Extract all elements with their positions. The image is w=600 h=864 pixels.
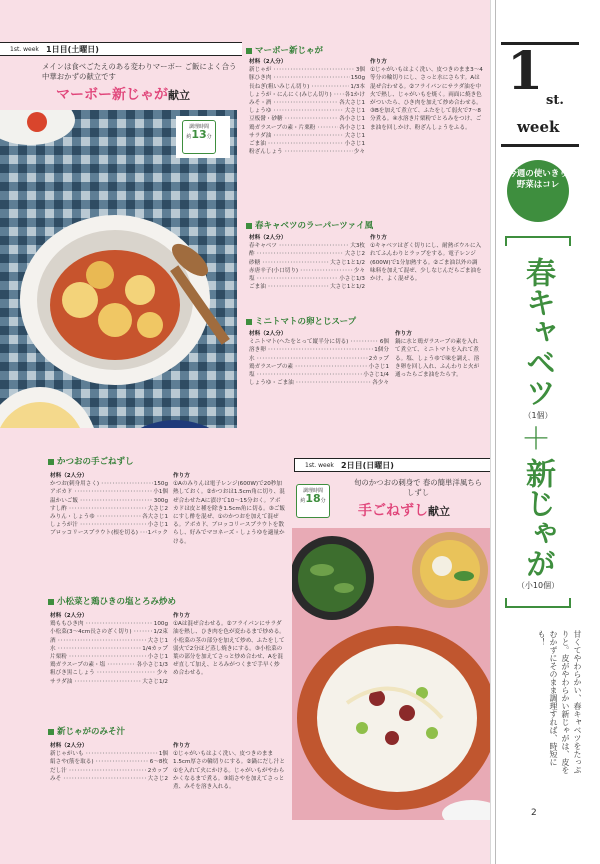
ingredient-name: 春キャベツ ･･････････････････････････････････････････････････ (249, 242, 349, 250)
ingredient-qty: 少々 (353, 149, 365, 156)
ingredient-qty: 各大さじ1 (339, 100, 365, 107)
day2-menu-title (358, 500, 450, 520)
ingredient-row (249, 132, 365, 140)
procedure-text: ①Aは混ぜ合わせる。②フライパンにサラダ油を熱し、ひき肉を色が変わるまで炒める。小松菜の茎の部分を加えて炒め、ふたをして弱火で2分ほど蒸し焼きにする。③小松菜の葉の部分を加えてさっと炒め合わせ、Aを混ぜ直して加え、とろみがつくまで手早く炒め合わせる。 (173, 621, 285, 677)
ingredient-row (50, 775, 168, 783)
procedure-header: 作り方 (173, 613, 190, 619)
day-label: 2日目(日曜日) (341, 461, 394, 470)
ingredient-qty: 2カップ (368, 355, 389, 362)
ingredient-row (249, 66, 365, 74)
ingredient-qty: 大さじ2 (344, 251, 365, 258)
ingredient-name: ブロッコリースプラウト(根を切る) ･･････････････････････････････････････････････････ (50, 529, 147, 537)
menu-suffix: 献立 (168, 89, 190, 102)
ingredient-qty: 少々 (353, 267, 365, 274)
ingredient-row (249, 275, 365, 283)
ingredient-row (249, 355, 389, 363)
procedure-katsuo (173, 472, 285, 546)
ingredient-qty: 大さじ2 (147, 775, 168, 782)
week-label: 1st. week (305, 462, 334, 469)
procedure-header: 作り方 (173, 473, 190, 479)
procedure-text: ①Aのみりんは電子レンジ(600W)で20秒加熱しておく。②かつおは1.5cm角に切り、混ぜ合わせたAに漬けて10〜15分おく。アボカドは皮と種を除き1.5cm角に切る。③ご飯にすし酢を混ぜ、①のかつおを加えて混ぜる。アボカド、ブロッコリースプラウトを散らし、好みでマヨネーズ・しょうゆを適量かける。 (173, 481, 285, 545)
ingredient-qty: 大3枚 (350, 243, 365, 250)
plus-sign: ＋ (521, 422, 551, 457)
procedure-text: ①じゃがいもはよく洗い、皮つきのまま3〜4等分の輪切りにし、さっと水にさらす。Aは混ぜ合わせる。②フライパンにサラダ油を中火で熱し、じゃがいもを焼く。両面に焼き色がついたら、ひき肉を加えて炒め合わせる。③Bを加えて煮立て、ふたをして弱火で7〜8分煮る。④水溶き片栗粉でとろみをつけ、ごま油を回しかけ、粉ざんしょうをふる。 (370, 67, 483, 131)
ingredient-name: しょうゆ・ごま油 ･･････････････････････････････････････････････････ (249, 379, 371, 387)
week-label: 1st. week (10, 46, 39, 53)
ingredient-name: しょうが・にんにく(みじん切り) ･･････････････････････････････････････････････････ (249, 91, 344, 99)
badge-label: 調理時間 (302, 488, 323, 494)
ingredient-row (249, 283, 365, 291)
ingredient-row (249, 346, 389, 354)
ingredients-soup (249, 330, 389, 387)
ingredient-row (50, 505, 168, 513)
ingredient-qty: 小さじ1/4 (363, 372, 389, 379)
bracket-bottom (505, 598, 571, 608)
ingredient-row (249, 363, 389, 371)
ingredient-name: 鶏ガラスープの素・塩 ･･････････････････････････････････････････････････ (50, 661, 136, 669)
ingredient-name: 新じゃがいも ･･････････････････････････････････････････････････ (50, 750, 158, 758)
ingredient-qty: 1パック (147, 530, 168, 537)
ingredient-row (50, 661, 168, 669)
ingredient-qty: 1個分 (374, 347, 389, 354)
ingredient-row (50, 669, 168, 677)
ingredient-row (50, 653, 168, 661)
ingredient-qty: 大さじ2 (147, 505, 168, 512)
ingredients-katsuo (50, 472, 168, 538)
badge-time: 18 (305, 492, 321, 505)
ingredient-row (249, 115, 365, 123)
recipe-title-komatsuna: 小松菜と鶏ひきの塩とろみ炒め (48, 595, 176, 607)
badge-unit: 分 (320, 498, 326, 504)
badge-prefix: 約 (300, 498, 306, 504)
ingredient-row (249, 379, 389, 387)
ingredient-name: かつお(刺身用さく) ･･････････････････････････････････････････････････ (50, 480, 153, 488)
ingredient-qty: 各少々 (372, 380, 389, 387)
ingredient-row (50, 678, 168, 686)
ingredient-name: すし酢 ･･････････････････････････････････････････････････ (50, 505, 147, 513)
week-heading (501, 42, 579, 147)
day1-time-badge (182, 120, 216, 154)
ingredient-qty: 大さじ1/2 (142, 678, 168, 685)
ingredient-row (249, 74, 365, 82)
menu-name: マーボー新じゃが (56, 87, 168, 103)
ingredient-qty: 2カップ (147, 767, 168, 774)
ingredient-name: 小松菜(3〜4cm長さのざく切り) ･･････････････････････････････････････････････････ (50, 628, 152, 636)
ingredient-qty: 1/2束 (153, 629, 168, 636)
week-sidebar (490, 0, 600, 864)
ingredient-qty: 300g (153, 497, 168, 504)
ingredient-row (50, 620, 168, 628)
ingredient-name: 塩 ･･････････････････････････････････････････････････ (249, 275, 338, 283)
week-suffix: st. (546, 93, 564, 108)
ingredient-name: 豚ひき肉 ･･････････････････････････････････････････････････ (249, 74, 350, 82)
ingredient-row (249, 250, 365, 258)
ingredient-qty: 6個 (379, 339, 389, 346)
ingredient-name: 赤唐辛子(小口切り) ･･････････････････････････････････････････････････ (249, 267, 353, 275)
procedure-text: ①じゃがいもはよく洗い、皮つきのまま1.5cm厚さの輪切りにする。②鍋にだし汁と①を入れて火にかける。じゃがいもがやわらかくなるまで煮る。③絹さやを加えてさっと煮、みそを溶き入れる。 (173, 751, 285, 791)
sidebar-divider (495, 0, 496, 864)
ingredients-cabbage (249, 234, 365, 291)
ingredient-qty: 各大さじ1 (142, 514, 168, 521)
ingredient-row (50, 767, 168, 775)
ingredient-row (249, 91, 365, 99)
procedure-header: 作り方 (395, 331, 412, 337)
ingredient-name: みそ・酒 ･･････････････････････････････････････････････････ (249, 99, 338, 107)
ingredient-name: みそ ･･････････････････････････････････････････････････ (50, 775, 147, 783)
procedure-komatsuna (173, 612, 285, 678)
ingredient-qty: 少々 (156, 670, 168, 677)
ingredient-qty: 6〜8枚 (149, 759, 168, 766)
ingredient-name: サラダ油 ･･････････････････････････････････････････････････ (249, 132, 344, 140)
procedure-misosoup (173, 742, 285, 791)
procedure-header: 作り方 (173, 743, 190, 749)
ingredient-row (50, 628, 168, 636)
ingredient-qty: 小さじ1 (147, 654, 168, 661)
ingredient-name: 新じゃが ･･････････････････････････････････････････････････ (249, 66, 355, 74)
procedure-cabbage (370, 234, 483, 283)
ingredient-row (249, 140, 365, 148)
badge-label: 調理時間 (188, 124, 209, 130)
procedure-header: 作り方 (370, 235, 387, 241)
ingredient-row (249, 107, 365, 115)
ingredient-qty: 各小さじ1/3 (136, 662, 168, 669)
weekly-vegetable-badge: 今週の使いきり野菜はコレ (507, 160, 569, 222)
day2-lead: 旬のかつおの刺身で 春の簡単洋風ちらしずし (354, 478, 482, 497)
ingredients-header: 材料（2人分） (249, 331, 287, 337)
ingredient-name: 水 ･･････････････････････････････････････････････････ (50, 645, 141, 653)
ingredient-row (249, 338, 389, 346)
day1-menu-title (56, 84, 190, 104)
ingredient-row (50, 497, 168, 505)
ingredient-qty: 150g (153, 481, 168, 488)
ingredient-qty: 3個 (355, 67, 365, 74)
ingredient-qty: 大さじ1 (344, 132, 365, 139)
ingredient-qty: 小さじ1 (344, 141, 365, 148)
ingredient-name: 溶き卵 ･･････････････････････････････････････････････････ (249, 346, 373, 354)
procedure-header: 作り方 (370, 59, 387, 65)
ingredient-name: サラダ油 ･･････････････････････････････････････････････････ (50, 678, 141, 686)
page-number: 2 (531, 808, 537, 818)
ingredients-header: 材料（2人分） (50, 743, 88, 749)
ingredient-row (50, 480, 168, 488)
ingredient-row (50, 513, 168, 521)
bracket-top (505, 236, 571, 246)
ingredient-row (50, 637, 168, 645)
day1-banner (0, 42, 242, 56)
day2-photo (292, 528, 490, 820)
recipe-title-cabbage: 春キャベツのラーパーツァイ風 (246, 219, 373, 231)
menu-name: 手ごねずし (358, 503, 428, 519)
ingredient-name: 鶏ガラスープの素 ･･････････････････････････････････････････････････ (249, 363, 368, 371)
ingredient-name: 温かいご飯 ･･････････････････････････････････････････････････ (50, 497, 153, 505)
ingredient-name: 酢 ･･････････････････････････････････････････････････ (249, 250, 344, 258)
ingredient-row (249, 371, 389, 379)
week-number: 1 (507, 41, 544, 102)
ingredient-row (249, 259, 365, 267)
ingredient-name: 塩 ･･････････････････････････････････････････････････ (249, 371, 362, 379)
ingredients-header: 材料（2人分） (50, 613, 88, 619)
vegetable-1-qty: （1個） (523, 411, 553, 420)
ingredient-qty: 100g (153, 621, 168, 628)
recipe-title-soup: ミニトマトの卵とじスープ (246, 315, 356, 327)
procedure-text: 鍋に水と鶏ガラスープの素を入れて煮立て、ミニトマトを入れて煮る。塩、しょうゆで味を調え、溶き卵を回し入れ、ふんわりと火が通ったらごま油をたらす。 (395, 339, 480, 379)
ingredients-komatsuna (50, 612, 168, 686)
ingredient-name: 鶏ももひき肉 ･･････････････････････････････････････････････････ (50, 620, 153, 628)
ingredient-qty: 1個 (158, 751, 168, 758)
ingredient-name: 鶏ガラスープの素・片栗粉 ･･････････････････････････････････････････････････ (249, 124, 338, 132)
ingredient-row (249, 99, 365, 107)
ingredient-qty: 大さじ1 (147, 637, 168, 644)
ingredient-row (249, 124, 365, 132)
menu-suffix: 献立 (428, 505, 450, 518)
ingredient-name: 酒 ･･････････････････････････････････････････････････ (50, 637, 147, 645)
ingredient-name: 豆板醤・砂糖 ･･････････････････････････････････････････････････ (249, 115, 338, 123)
ingredient-name: みりん・しょうゆ ･･････････････････････････････････････････････････ (50, 513, 141, 521)
ingredient-qty: 大さじ1 (344, 108, 365, 115)
vegetable-2: 新じゃが (520, 458, 555, 578)
procedure-text: ①キャベツはざく切りにし、耐熱ボウルに入れてふんわりとラップをする。電子レンジ(600W)で1分加熱する。②ごま油以外の調味料を加えて混ぜ、少しなじんだらごま油をかけ、よく混ぜる。 (370, 243, 482, 283)
day2-time-badge (296, 484, 330, 518)
ingredient-qty: 各小さじ1 (339, 116, 365, 123)
ingredient-name: 砂糖 ･･････････････････････････････････････････････････ (249, 259, 329, 267)
procedure-soup (395, 330, 483, 379)
sidebar-description: 甘くてやわらかい、春キャベツをたっぷりと。皮がやわらかい新じゃがは、皮をむかずにそのまま調理すれば、時短にも！ (537, 630, 582, 774)
ingredient-qty: 大さじ1と1/2 (330, 259, 365, 266)
ingredients-header: 材料（2人分） (50, 473, 88, 479)
ingredient-name: だし汁 ･･････････････････････････････････････････････････ (50, 767, 147, 775)
ingredient-name: 長ねぎ(粗いみじん切り) ･･････････････････････････････････････････････････ (249, 83, 349, 91)
ingredient-name: アボカド ･･････････････････････････････････････････････････ (50, 488, 152, 496)
ingredient-row (249, 148, 365, 156)
ingredient-name: しょうが汁 ･･････････････････････････････････････････････････ (50, 521, 147, 529)
day1-photo (0, 110, 237, 428)
ingredient-name: 水 ･･････････････････････････････････････････････････ (249, 355, 368, 363)
ingredient-qty: 1/3本 (350, 83, 365, 90)
day2-banner (294, 458, 490, 472)
ingredient-row (50, 529, 168, 537)
ingredient-row (249, 242, 365, 250)
ingredient-row (249, 83, 365, 91)
ingredients-mabo (249, 58, 365, 156)
tekone-sushi-meal-photo (292, 528, 490, 820)
ingredient-name: ごま油 ･･････････････････････････････････････････････････ (249, 283, 329, 291)
ingredient-qty: 小さじ1 (368, 363, 389, 370)
mabo-meal-photo (0, 110, 237, 428)
day-label: 1日目(土曜日) (46, 45, 99, 54)
ingredient-row (50, 645, 168, 653)
recipe-title-misosoup: 新じゃがのみそ汁 (48, 725, 125, 737)
ingredients-header: 材料（2人分） (249, 235, 287, 241)
ingredients-header: 材料（2人分） (249, 59, 287, 65)
ingredient-qty: 1/4カップ (142, 645, 168, 652)
ingredient-qty: 各小さじ1 (339, 124, 365, 131)
day1-lead: メインは食べごたえのある変わりマーボー ご飯によく合う中華おかずの献立です (42, 62, 237, 81)
recipe-title-mabo: マーボー新じゃが (246, 44, 323, 56)
ingredient-name: ミニトマト(へたをとって縦半分に切る) ･･････････････････････････････････････････････････ (249, 338, 379, 346)
ingredient-qty: 大さじ1と1/2 (330, 284, 365, 291)
ingredient-row (50, 758, 168, 766)
ingredient-name: 粗びき黒こしょう ･･････････････････････････････････････････････････ (50, 669, 156, 677)
badge-prefix: 約 (186, 134, 192, 140)
week-word: week (517, 118, 560, 136)
ingredient-qty: 150g (350, 75, 365, 82)
badge-unit: 分 (206, 134, 212, 140)
ingredient-qty: 小1個 (153, 489, 168, 496)
ingredient-name: 片栗粉 ･･････････････････････････････････････････････････ (50, 653, 147, 661)
ingredients-misosoup (50, 742, 168, 783)
ingredient-row (50, 750, 168, 758)
ingredient-qty: 各1かけ (344, 91, 365, 98)
ingredient-qty: 小さじ1 (147, 522, 168, 529)
ingredient-row (50, 521, 168, 529)
ingredient-name: ごま油 ･･････････････････････････････････････････････････ (249, 140, 344, 148)
ingredient-name: しょうゆ ･･････････････････････････････････････････････････ (249, 107, 344, 115)
ingredient-row (50, 488, 168, 496)
ingredient-row (249, 267, 365, 275)
ingredient-name: 絹さや(筋を取る) ･･････････････････････････････････････････････････ (50, 758, 149, 766)
recipe-title-katsuo: かつおの手ごねずし (48, 455, 134, 467)
procedure-mabo (370, 58, 483, 132)
ingredient-qty: 小さじ1/3 (339, 276, 365, 283)
badge-time: 13 (191, 128, 207, 141)
vegetable-2-qty: （小10個） (516, 581, 560, 590)
ingredient-name: 粉ざんしょう ･･････････････････････････････････････････････････ (249, 148, 353, 156)
vegetable-1: 春キャベツ (520, 257, 555, 407)
